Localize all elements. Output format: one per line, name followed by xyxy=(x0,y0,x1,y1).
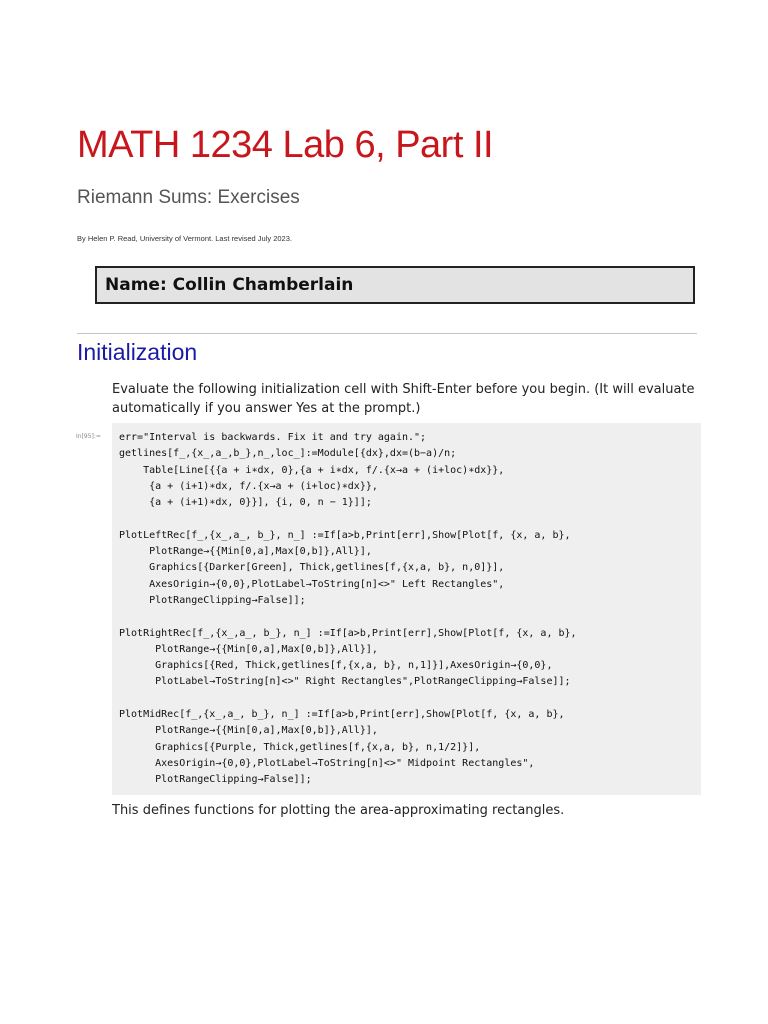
section-heading-initialization: Initialization xyxy=(77,339,198,365)
code-line: Graphics[{Red, Thick,getlines[f,{x,a, b}, n,1]}],AxesOrigin→{0,0}, xyxy=(119,660,553,672)
code-line: AxesOrigin→{0,0},PlotLabel→ToString[n]<>" Midpoint Rectangles", xyxy=(119,757,535,769)
code-line: PlotRangeClipping→False]]; xyxy=(119,774,312,786)
student-name-box[interactable] xyxy=(95,266,695,304)
code-line: PlotLabel→ToString[n]<>" Right Rectangles",PlotRangeClipping→False]]; xyxy=(119,676,571,688)
code-line xyxy=(119,511,701,527)
code-line: PlotRange→{{Min[0,a],Max[0,b]},All}], xyxy=(119,546,372,558)
initialization-instructions: Evaluate the following initialization cell with Shift-Enter before you begin. (It will evaluate automatically if you answer Yes at the prompt.) xyxy=(112,382,695,416)
code-line: Graphics[{Purple, Thick,getlines[f,{x,a, b}, n,1/2]}], xyxy=(119,741,481,753)
cell-description: This defines functions for plotting the area-approximating rectangles. xyxy=(112,803,565,818)
code-line: PlotRange→{{Min[0,a],Max[0,b]},All}], xyxy=(119,725,378,737)
author-byline: By Helen P. Read, University of Vermont. Last revised July 2023. xyxy=(77,234,292,243)
code-line: {a + (i+1)∗dx, 0}}], {i, 0, n − 1}]]; xyxy=(119,497,372,509)
document-subtitle: Riemann Sums: Exercises xyxy=(77,187,300,208)
code-line: getlines[f_,{x_,a_,b_},n_,loc_]:=Module[{dx},dx=(b−a)/n; xyxy=(119,448,457,460)
code-line: err="Interval is backwards. Fix it and try again."; xyxy=(119,432,427,443)
code-line xyxy=(119,691,701,707)
code-line: Graphics[{Darker[Green], Thick,getlines[f,{x,a, b}, n,0]}], xyxy=(119,562,505,574)
code-line: AxesOrigin→{0,0},PlotLabel→ToString[n]<>" Left Rectangles", xyxy=(119,578,505,590)
code-line: {a + (i+1)∗dx, f/.{x→a + (i+loc)∗dx}}, xyxy=(119,480,378,492)
code-line: PlotRange→{{Min[0,a],Max[0,b]},All}], xyxy=(119,643,378,655)
code-line: PlotRangeClipping→False]]; xyxy=(119,594,306,606)
student-name-label: Name: Collin Chamberlain xyxy=(105,275,354,295)
code-line: PlotLeftRec[f_,{x_,a_, b_}, n_] :=If[a>b,Print[err],Show[Plot[f, {x, a, b}, xyxy=(119,529,571,541)
code-line xyxy=(119,609,701,625)
input-cell-label: In[95]:= xyxy=(76,433,101,440)
section-divider xyxy=(77,333,697,334)
code-line: PlotRightRec[f_,{x_,a_, b_}, n_] :=If[a>b,Print[err],Show[Plot[f, {x, a, b}, xyxy=(119,627,577,639)
initialization-code-cell[interactable] xyxy=(112,423,701,795)
document-title: MATH 1234 Lab 6, Part II xyxy=(77,124,494,166)
code-line: PlotMidRec[f_,{x_,a_, b_}, n_] :=If[a>b,Print[err],Show[Plot[f, {x, a, b}, xyxy=(119,709,565,721)
code-line: Table[Line[{{a + i∗dx, 0},{a + i∗dx, f/.{x→a + (i+loc)∗dx}}, xyxy=(119,464,505,476)
